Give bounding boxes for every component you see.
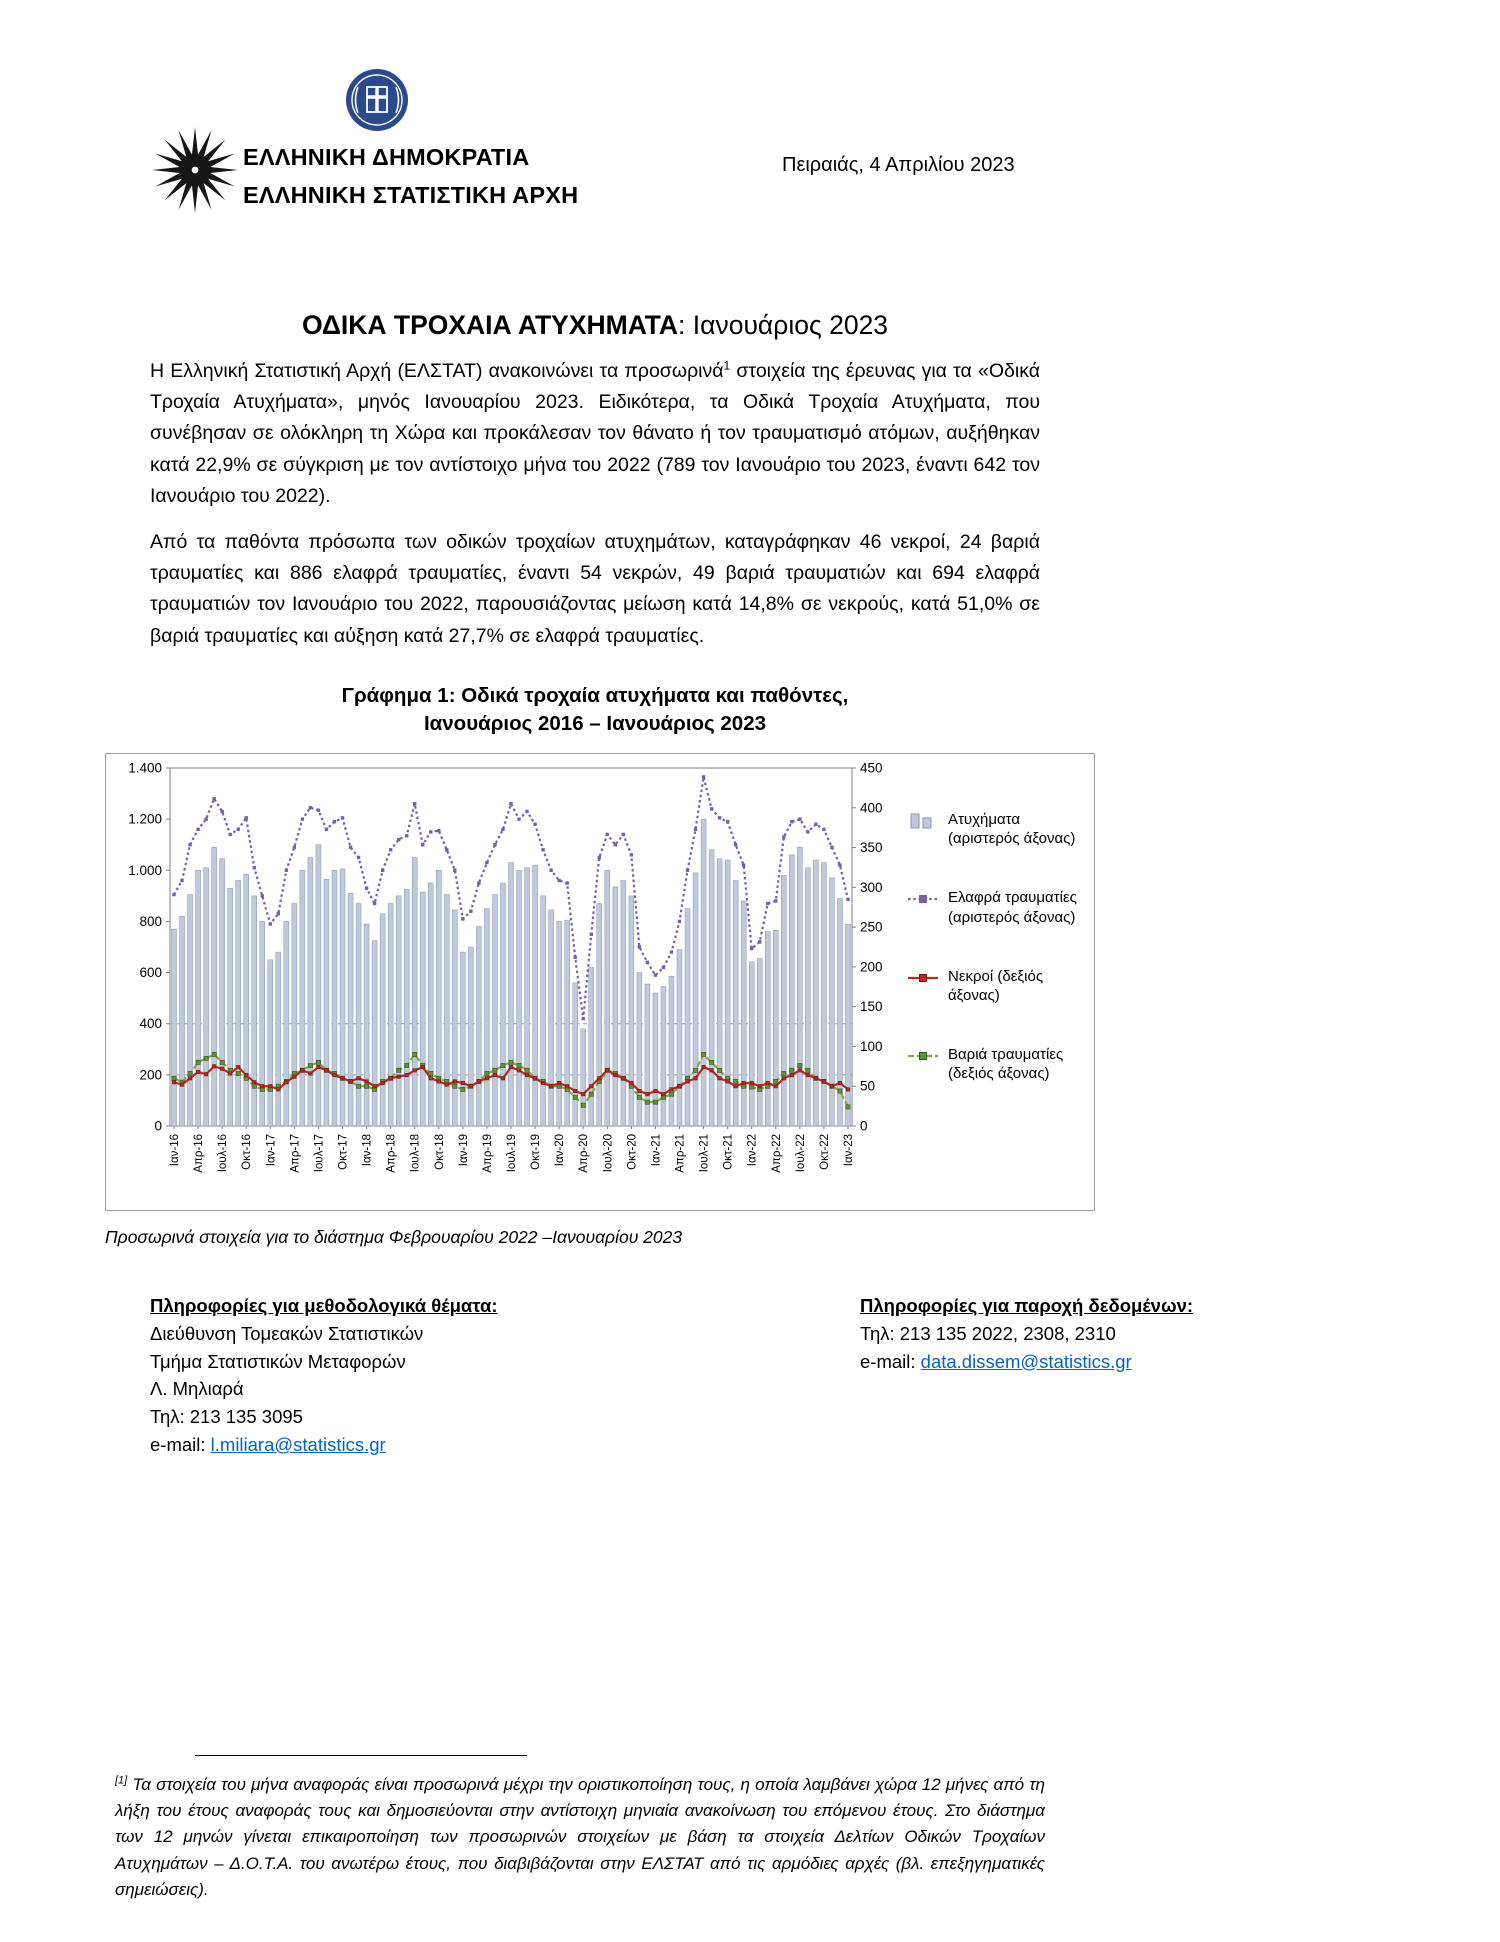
email-link-data[interactable]: data.dissem@statistics.gr: [920, 1350, 1132, 1372]
svg-text:Απρ-22: Απρ-22: [770, 1134, 783, 1173]
footnote-ref: 1: [723, 358, 731, 373]
svg-text:Οκτ-21: Οκτ-21: [722, 1134, 735, 1170]
chart-plot-area: [106, 754, 906, 1210]
legend-label: Ατυχήματα (αριστερός άξονας): [948, 811, 1076, 848]
contacts: [150, 1292, 1194, 1459]
chart-provisional-note: Προσωρινά στοιχεία για το διάστημα Φεβρουαρίου 2022 –Ιανουαρίου 2023: [105, 1227, 683, 1248]
chart: [105, 753, 1095, 1211]
legend-swatch-bar-icon: [906, 812, 940, 830]
org-line2: ΕΛΛΗΝΙΚΗ ΣΤΑΤΙΣΤΙΚΗ ΑΡΧΗ: [243, 182, 579, 209]
footnote-separator: [195, 1755, 527, 1756]
chart-title-line1: Γράφημα 1: Οδικά τροχαία ατυχήματα και παθόντες,: [341, 683, 849, 707]
legend-label: Βαριά τραυματίες (δεξιός άξονας): [948, 1046, 1064, 1083]
contact-email-line: [150, 1431, 1040, 1459]
svg-text:Οκτ-19: Οκτ-19: [530, 1134, 543, 1170]
legend-swatch-line-icon: [906, 969, 940, 987]
contact-line: Τμήμα Στατιστικών Μεταφορών: [150, 1350, 406, 1372]
legend-swatch-dotted-line-icon: [906, 890, 940, 908]
svg-text:Ιουλ-21: Ιουλ-21: [698, 1134, 711, 1173]
contact-data-heading: Πληροφορίες για παροχή δεδομένων:: [860, 1295, 1194, 1317]
legend-item: [906, 967, 1090, 1005]
footnote-marker: [1]: [115, 1773, 128, 1786]
legend-swatch-dashed-line-icon: [906, 1047, 940, 1065]
svg-text:1.400: 1.400: [128, 760, 162, 776]
svg-text:Οκτ-18: Οκτ-18: [433, 1134, 446, 1170]
legend-label: Νεκροί (δεξιός άξονας): [948, 967, 1044, 1004]
chart-title: [150, 682, 1040, 739]
greek-republic-emblem-icon: [345, 68, 409, 132]
svg-text:Απρ-17: Απρ-17: [289, 1134, 302, 1173]
page-title-bold: ΟΔΙΚΑ ΤΡΟΧΑΙΑ ΑΤΥΧΗΜΑΤΑ: [301, 310, 679, 340]
contact-methodology-heading: Πληροφορίες για μεθοδολογικά θέματα:: [150, 1295, 498, 1317]
svg-text:Οκτ-17: Οκτ-17: [337, 1134, 350, 1170]
legend-item: [906, 1045, 1090, 1083]
org-line1: ΕΛΛΗΝΙΚΗ ΔΗΜΟΚΡΑΤΙΑ: [243, 144, 530, 170]
svg-text:200: 200: [860, 959, 883, 975]
paragraph-1-text-cont: στοιχεία της έρευνας για τα «Οδικά Τροχαία Ατυχήματα», μηνός Ιανουαρίου 2023. Ειδικότερα, τα Οδικά Τροχαία Ατυχήματα, που συνέβησαν σε ολόκληρη τη Χώρα και προκάλεσαν τον θάνατο ή τον τραυματισμό ατόμων, αυξήθηκαν κατά 22,9% σε σύγκριση με τον αντίστοιχο μήνα του 2022 (789 τον Ιανουάριο του 2023, έναντι 642 τον Ιανουάριο του 2022).: [150, 360, 1040, 507]
contact-line: Λ. Μηλιαρά: [150, 1378, 244, 1400]
svg-text:0: 0: [154, 1118, 162, 1134]
paragraph-2: Από τα παθόντα πρόσωπα των οδικών τροχαίων ατυχημάτων, καταγράφηκαν 46 νεκροί, 24 βαριά τραυματίες και 886 ελαφρά τραυματίες, έναντι 54 νεκρών, 49 βαριά τραυματιών και 694 ελαφρά τραυματιών τον Ιανουάριο του 2022, παρουσιάζοντας μείωση κατά 14,8% σε νεκρούς, κατά 51,0% σε βαριά τραυματίες και αύξηση κατά 27,7% σε ελαφρά τραυματίες.: [150, 530, 1040, 647]
svg-text:Ιουλ-16: Ιουλ-16: [217, 1134, 230, 1173]
svg-text:300: 300: [860, 879, 883, 895]
svg-text:Ιαν-23: Ιαν-23: [842, 1134, 855, 1167]
contact-email-line: [860, 1348, 1290, 1376]
email-label: e-mail:: [860, 1350, 921, 1372]
elstat-star-logo-icon: [151, 126, 239, 214]
svg-text:Ιουλ-19: Ιουλ-19: [506, 1134, 518, 1173]
footnote-text: [115, 1772, 1045, 1904]
svg-text:Απρ-19: Απρ-19: [481, 1134, 494, 1173]
svg-text:Ιουλ-17: Ιουλ-17: [313, 1134, 326, 1173]
svg-text:350: 350: [860, 840, 883, 856]
svg-text:200: 200: [139, 1067, 162, 1083]
svg-text:Οκτ-16: Οκτ-16: [241, 1134, 254, 1170]
svg-text:600: 600: [139, 965, 162, 981]
email-link-methodology[interactable]: l.miliara@statistics.gr: [210, 1433, 386, 1455]
svg-text:Απρ-18: Απρ-18: [385, 1134, 398, 1173]
svg-text:450: 450: [860, 760, 883, 776]
svg-text:Ιαν-16: Ιαν-16: [169, 1134, 182, 1167]
svg-text:Ιαν-18: Ιαν-18: [361, 1134, 374, 1167]
svg-text:400: 400: [139, 1016, 162, 1032]
legend-item: [906, 888, 1090, 926]
email-label: e-mail:: [150, 1433, 211, 1455]
svg-text:Ιαν-20: Ιαν-20: [554, 1134, 567, 1167]
svg-text:Ιαν-17: Ιαν-17: [265, 1134, 278, 1167]
svg-text:150: 150: [860, 999, 883, 1015]
chart-legend: [906, 754, 1094, 1210]
svg-text:250: 250: [860, 919, 883, 935]
legend-item: [906, 810, 1090, 848]
footnote: [115, 1755, 1045, 1904]
contact-line: Διεύθυνση Τομεακών Στατιστικών: [150, 1322, 424, 1344]
svg-text:400: 400: [860, 800, 883, 816]
svg-text:Οκτ-20: Οκτ-20: [626, 1134, 639, 1170]
legend-label: Ελαφρά τραυματίες (αριστερός άξονας): [948, 889, 1077, 926]
paragraph-1: [150, 356, 1040, 512]
svg-text:1.200: 1.200: [128, 811, 162, 827]
page-title-rest: : Ιανουάριος 2023: [678, 310, 889, 340]
release-date: Πειραιάς, 4 Απριλίου 2023: [782, 154, 1015, 176]
document-content: [105, 0, 1194, 1903]
svg-text:0: 0: [860, 1118, 868, 1134]
svg-text:Ιαν-19: Ιαν-19: [457, 1134, 470, 1167]
contact-line: Τηλ: 213 135 3095: [150, 1406, 303, 1428]
contact-line: Τηλ: 213 135 2022, 2308, 2310: [860, 1322, 1116, 1344]
chart-title-line2: Ιανουάριος 2016 – Ιανουάριος 2023: [423, 712, 767, 736]
svg-text:Απρ-16: Απρ-16: [193, 1134, 206, 1173]
footnote-body: Τα στοιχεία του μήνα αναφοράς είναι προσωρινά μέχρι την οριστικοποίηση τους, η οποία λαμβάνει χώρα 12 μήνες από τη λήξη του έτους αναφοράς τους και δημοσιεύονται στην αντίστοιχη μηνιαία ανακοίνωση του επόμενου έτους. Στο διάστημα των 12 μηνών γίνεται επικαιροποίηση των προσωρινών στοιχείων με βάση τα στοιχεία Δελτίων Οδικών Τροχαίων Ατυχημάτων – Δ.Ο.Τ.Α. του ανωτέρω έτους, που διαβιβάζονται στην ΕΛΣΤΑΤ από τις αρμόδιες αρχές (βλ. επεξηγηματικές σημειώσεις).: [115, 1774, 1045, 1899]
svg-text:800: 800: [139, 913, 162, 929]
svg-text:1.000: 1.000: [128, 862, 162, 878]
svg-text:Ιουλ-18: Ιουλ-18: [409, 1134, 422, 1173]
paragraph-1-text: Η Ελληνική Στατιστική Αρχή (ΕΛΣΤΑΤ) ανακοινώνει τα προσωρινά: [150, 360, 724, 382]
svg-text:50: 50: [860, 1078, 876, 1094]
contact-data-provision: [860, 1292, 1290, 1375]
svg-text:Απρ-21: Απρ-21: [674, 1134, 687, 1173]
svg-text:Οκτ-22: Οκτ-22: [818, 1134, 831, 1170]
svg-text:Ιουλ-22: Ιουλ-22: [794, 1134, 807, 1173]
svg-text:Απρ-20: Απρ-20: [578, 1134, 591, 1173]
svg-text:Ιουλ-20: Ιουλ-20: [602, 1134, 615, 1173]
org-name: [243, 138, 578, 214]
svg-text:Ιαν-21: Ιαν-21: [650, 1134, 663, 1167]
svg-text:Ιαν-22: Ιαν-22: [746, 1134, 759, 1167]
svg-text:100: 100: [860, 1039, 883, 1055]
